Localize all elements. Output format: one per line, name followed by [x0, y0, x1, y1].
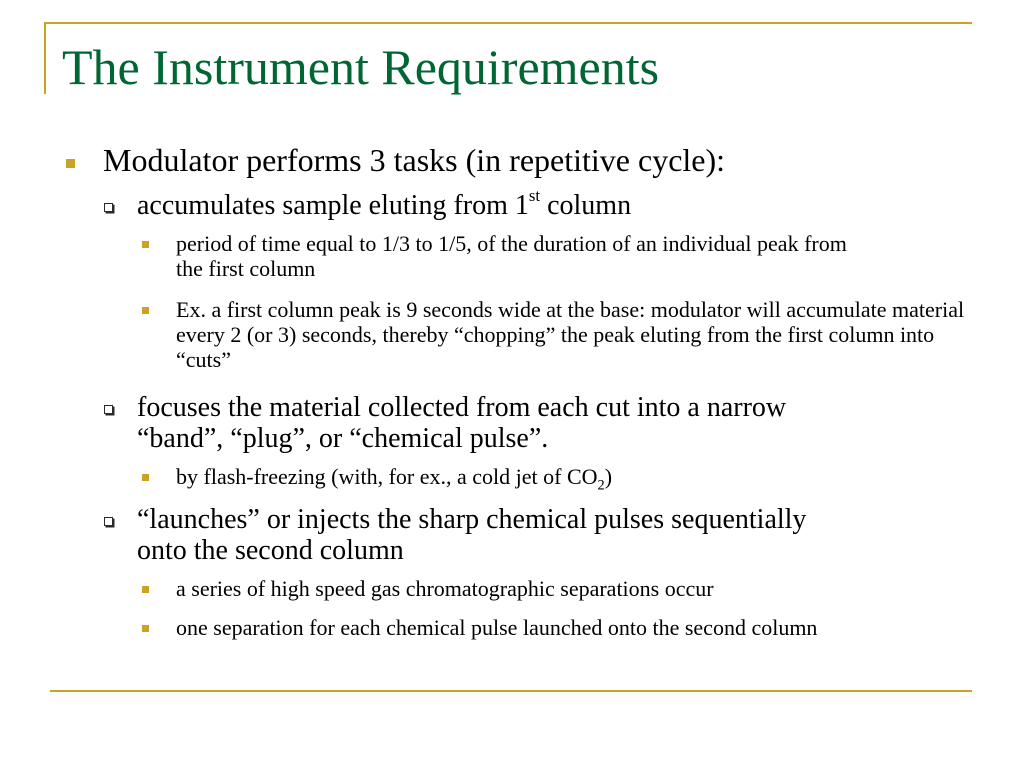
small-square-bullet-icon	[142, 474, 149, 481]
task-1-detail-1: period of time equal to 1/3 to 1/5, of the duration of an individual peak from the first column	[176, 231, 847, 281]
small-square-bullet-icon	[142, 307, 149, 314]
task-1-superscript: st	[528, 186, 541, 206]
task-1-detail-2: Ex. a first column peak is 9 seconds wide at the base: modulator will accumulate material every 2 (or 3) seconds, thereby “chopping” the peak eluting from the first column into “cuts”	[176, 297, 965, 372]
task-3-detail-2: one separation for each chemical pulse launched onto the second column	[176, 615, 818, 640]
slide-title: The Instrument Requirements	[62, 39, 660, 95]
task-2-text: focuses the material collected from each cut into a narrow “band”, “plug”, or “chemical pulse”.	[137, 392, 787, 454]
top-divider-line	[44, 22, 972, 24]
task-2-detail-subscript: 2	[597, 477, 605, 494]
task-2-detail-part: )	[604, 464, 613, 489]
main-bullet-text: Modulator performs 3 tasks (in repetitive cycle):	[103, 142, 726, 178]
task-3-text: “launches” or injects the sharp chemical pulses sequentially onto the second column	[137, 504, 807, 566]
small-square-bullet-icon	[142, 625, 149, 632]
task-1-text	[137, 186, 632, 221]
hollow-square-bullet-icon	[104, 517, 113, 526]
hollow-square-bullet-icon	[104, 405, 113, 414]
left-accent-line	[44, 22, 46, 94]
task-3-detail-1: a series of high speed gas chromatographic separations occur	[176, 576, 714, 601]
small-square-bullet-icon	[142, 586, 149, 593]
square-bullet-icon	[66, 159, 75, 168]
small-square-bullet-icon	[142, 241, 149, 248]
bottom-divider-line	[50, 690, 972, 692]
task-2-detail-1	[176, 464, 613, 494]
task-2-detail-part: by flash-freezing (with, for ex., a cold jet of CO	[176, 464, 598, 489]
hollow-square-bullet-icon	[104, 203, 113, 212]
task-1-text-part: column	[540, 190, 632, 221]
task-1-text-part: accumulates sample eluting from 1	[137, 190, 529, 221]
